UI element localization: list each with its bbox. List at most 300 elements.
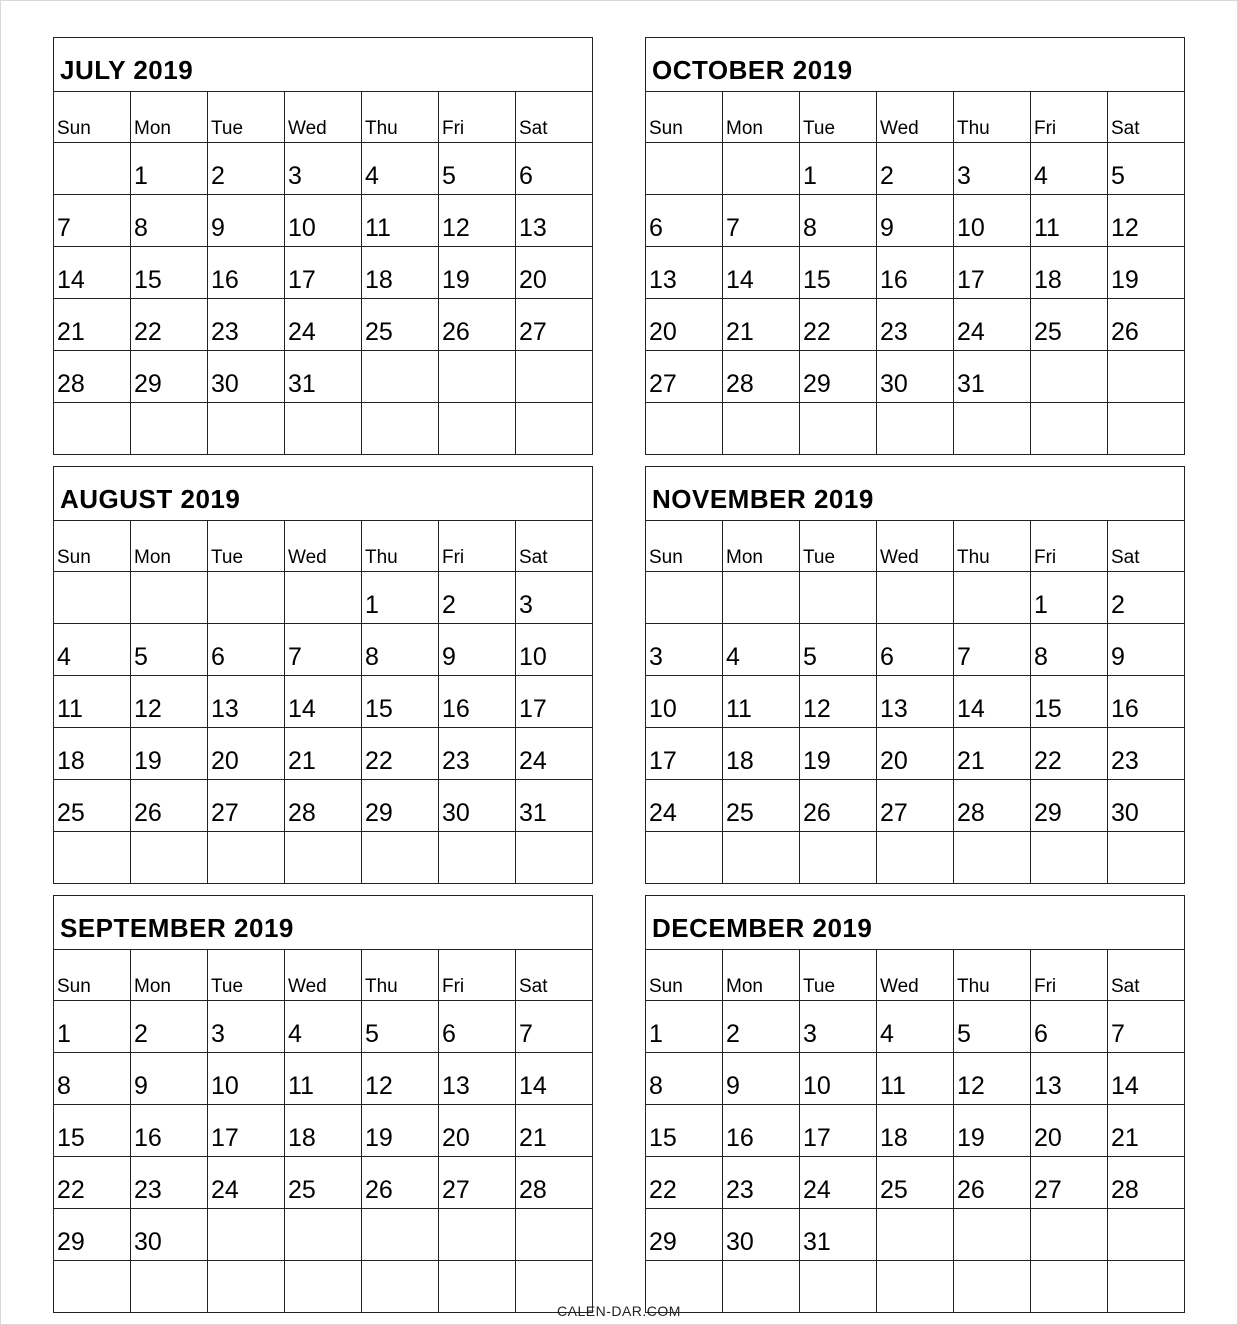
day-cell: 9 (439, 624, 516, 676)
day-cell: 2 (131, 1001, 208, 1053)
day-cell: 18 (285, 1105, 362, 1157)
day-cell (54, 143, 131, 195)
day-cell: 21 (1108, 1105, 1185, 1157)
day-cell (285, 572, 362, 624)
day-cell (1108, 403, 1185, 455)
week-row (646, 780, 1185, 832)
day-cell: 25 (1031, 299, 1108, 351)
day-cell: 21 (54, 299, 131, 351)
day-cell: 22 (54, 1157, 131, 1209)
weekday-header: Thu (362, 92, 439, 143)
day-cell (54, 403, 131, 455)
day-cell: 21 (954, 728, 1031, 780)
day-cell (285, 832, 362, 884)
day-cell: 11 (362, 195, 439, 247)
day-cell: 15 (131, 247, 208, 299)
day-cell: 14 (723, 247, 800, 299)
day-cell: 16 (131, 1105, 208, 1157)
day-cell: 5 (131, 624, 208, 676)
day-cell: 22 (362, 728, 439, 780)
weekday-header: Fri (439, 950, 516, 1001)
day-cell: 9 (1108, 624, 1185, 676)
week-row (646, 1105, 1185, 1157)
day-cell: 13 (439, 1053, 516, 1105)
week-row (54, 1001, 593, 1053)
day-cell: 20 (646, 299, 723, 351)
day-cell: 7 (1108, 1001, 1185, 1053)
day-cell: 30 (439, 780, 516, 832)
day-cell: 15 (54, 1105, 131, 1157)
month-calendar (53, 466, 593, 859)
day-cell: 18 (1031, 247, 1108, 299)
day-cell: 8 (800, 195, 877, 247)
day-cell: 24 (954, 299, 1031, 351)
day-cell (800, 572, 877, 624)
day-cell: 2 (208, 143, 285, 195)
day-cell: 24 (516, 728, 593, 780)
month-calendar (645, 466, 1185, 859)
day-cell: 23 (723, 1157, 800, 1209)
day-cell: 1 (131, 143, 208, 195)
weekday-header: Fri (439, 92, 516, 143)
day-cell: 20 (1031, 1105, 1108, 1157)
day-cell: 3 (800, 1001, 877, 1053)
week-row (54, 195, 593, 247)
week-row (54, 624, 593, 676)
day-cell: 17 (646, 728, 723, 780)
weekday-header: Fri (1031, 521, 1108, 572)
day-cell: 29 (1031, 780, 1108, 832)
day-cell (439, 403, 516, 455)
week-row (646, 572, 1185, 624)
week-row (646, 195, 1185, 247)
day-cell: 16 (877, 247, 954, 299)
day-cell: 10 (800, 1053, 877, 1105)
day-cell (954, 832, 1031, 884)
day-cell: 1 (54, 1001, 131, 1053)
day-cell (131, 832, 208, 884)
day-cell: 4 (362, 143, 439, 195)
day-cell: 21 (723, 299, 800, 351)
day-cell (723, 403, 800, 455)
day-cell: 6 (1031, 1001, 1108, 1053)
week-row (646, 1053, 1185, 1105)
day-cell: 29 (131, 351, 208, 403)
day-cell (208, 403, 285, 455)
week-row (646, 143, 1185, 195)
day-cell: 3 (954, 143, 1031, 195)
day-cell: 30 (1108, 780, 1185, 832)
day-cell: 1 (646, 1001, 723, 1053)
day-cell: 22 (646, 1157, 723, 1209)
day-cell: 19 (800, 728, 877, 780)
day-cell: 5 (439, 143, 516, 195)
day-cell: 8 (54, 1053, 131, 1105)
day-cell (954, 403, 1031, 455)
day-cell: 30 (877, 351, 954, 403)
day-cell: 23 (877, 299, 954, 351)
day-cell: 27 (1031, 1157, 1108, 1209)
weekday-header: Sun (54, 950, 131, 1001)
month-title: JULY 2019 (54, 38, 593, 92)
day-cell: 5 (800, 624, 877, 676)
day-cell: 30 (723, 1209, 800, 1261)
day-cell: 14 (954, 676, 1031, 728)
day-cell (954, 1209, 1031, 1261)
day-cell: 22 (1031, 728, 1108, 780)
month-table (53, 895, 593, 1313)
week-row (646, 676, 1185, 728)
day-cell (439, 351, 516, 403)
day-cell: 9 (208, 195, 285, 247)
day-cell: 10 (516, 624, 593, 676)
day-cell: 8 (131, 195, 208, 247)
weekday-header: Sat (516, 92, 593, 143)
day-cell: 2 (723, 1001, 800, 1053)
week-row (54, 1209, 593, 1261)
weekday-header: Wed (285, 521, 362, 572)
day-cell (285, 1209, 362, 1261)
week-row (646, 351, 1185, 403)
day-cell: 20 (877, 728, 954, 780)
week-row (646, 299, 1185, 351)
day-cell (362, 1209, 439, 1261)
day-cell (954, 572, 1031, 624)
day-cell: 2 (439, 572, 516, 624)
day-cell (208, 832, 285, 884)
day-cell: 6 (877, 624, 954, 676)
week-row (646, 624, 1185, 676)
day-cell (208, 1209, 285, 1261)
day-cell: 12 (954, 1053, 1031, 1105)
day-cell (439, 1209, 516, 1261)
day-cell: 27 (516, 299, 593, 351)
day-cell (1108, 1209, 1185, 1261)
day-cell: 22 (800, 299, 877, 351)
day-cell: 6 (439, 1001, 516, 1053)
day-cell: 31 (800, 1209, 877, 1261)
weekday-header: Sun (646, 92, 723, 143)
month-calendar (645, 895, 1185, 1288)
day-cell: 12 (1108, 195, 1185, 247)
month-table (645, 895, 1185, 1313)
day-cell: 25 (54, 780, 131, 832)
day-cell: 18 (877, 1105, 954, 1157)
day-cell: 18 (54, 728, 131, 780)
day-cell: 13 (208, 676, 285, 728)
day-cell (516, 403, 593, 455)
day-cell: 15 (362, 676, 439, 728)
weekday-header: Mon (131, 521, 208, 572)
day-cell: 4 (877, 1001, 954, 1053)
weekday-header: Sun (54, 521, 131, 572)
day-cell: 15 (1031, 676, 1108, 728)
week-row (646, 403, 1185, 455)
week-row (646, 1001, 1185, 1053)
day-cell: 10 (646, 676, 723, 728)
day-cell: 2 (877, 143, 954, 195)
day-cell: 20 (516, 247, 593, 299)
day-cell: 9 (877, 195, 954, 247)
day-cell: 13 (646, 247, 723, 299)
day-cell: 16 (1108, 676, 1185, 728)
day-cell: 29 (800, 351, 877, 403)
day-cell (877, 572, 954, 624)
day-cell (723, 572, 800, 624)
month-calendar (53, 895, 593, 1288)
weekday-header: Sat (516, 950, 593, 1001)
day-cell: 21 (285, 728, 362, 780)
day-cell: 11 (54, 676, 131, 728)
day-cell: 26 (800, 780, 877, 832)
day-cell: 7 (285, 624, 362, 676)
day-cell (439, 832, 516, 884)
day-cell: 24 (800, 1157, 877, 1209)
day-cell: 13 (516, 195, 593, 247)
week-row (54, 351, 593, 403)
weekday-header: Sun (646, 521, 723, 572)
day-cell: 3 (516, 572, 593, 624)
day-cell: 29 (54, 1209, 131, 1261)
week-row (54, 832, 593, 884)
day-cell: 3 (208, 1001, 285, 1053)
day-cell: 17 (516, 676, 593, 728)
weekday-header: Tue (800, 950, 877, 1001)
day-cell (723, 832, 800, 884)
day-cell: 19 (439, 247, 516, 299)
weekday-header: Sun (54, 92, 131, 143)
day-cell: 4 (723, 624, 800, 676)
day-cell: 14 (516, 1053, 593, 1105)
weekday-header: Sat (1108, 521, 1185, 572)
day-cell: 27 (877, 780, 954, 832)
week-row (54, 403, 593, 455)
weekday-header: Thu (362, 950, 439, 1001)
day-cell: 20 (208, 728, 285, 780)
day-cell (362, 403, 439, 455)
day-cell: 14 (1108, 1053, 1185, 1105)
day-cell (362, 832, 439, 884)
day-cell: 28 (285, 780, 362, 832)
day-cell: 4 (285, 1001, 362, 1053)
day-cell: 30 (131, 1209, 208, 1261)
day-cell (1031, 403, 1108, 455)
day-cell: 5 (362, 1001, 439, 1053)
day-cell: 30 (208, 351, 285, 403)
day-cell: 13 (877, 676, 954, 728)
day-cell (1108, 351, 1185, 403)
day-cell: 28 (954, 780, 1031, 832)
day-cell: 28 (723, 351, 800, 403)
day-cell (646, 572, 723, 624)
day-cell: 18 (723, 728, 800, 780)
day-cell (877, 403, 954, 455)
day-cell (516, 1209, 593, 1261)
day-cell (800, 403, 877, 455)
day-cell: 23 (1108, 728, 1185, 780)
week-row (54, 676, 593, 728)
week-row (54, 728, 593, 780)
day-cell: 22 (131, 299, 208, 351)
day-cell: 28 (516, 1157, 593, 1209)
day-cell: 26 (954, 1157, 1031, 1209)
day-cell (362, 351, 439, 403)
day-cell (723, 143, 800, 195)
day-cell: 10 (285, 195, 362, 247)
weekday-header: Wed (285, 950, 362, 1001)
day-cell (1031, 351, 1108, 403)
day-cell (646, 143, 723, 195)
day-cell (646, 403, 723, 455)
week-row (646, 832, 1185, 884)
day-cell: 19 (362, 1105, 439, 1157)
weekday-header: Fri (439, 521, 516, 572)
day-cell: 6 (208, 624, 285, 676)
month-title: AUGUST 2019 (54, 467, 593, 521)
day-cell: 6 (646, 195, 723, 247)
week-row (54, 780, 593, 832)
week-row (646, 1157, 1185, 1209)
day-cell: 31 (516, 780, 593, 832)
weekday-header: Thu (954, 521, 1031, 572)
weekday-header: Thu (954, 92, 1031, 143)
day-cell: 16 (208, 247, 285, 299)
weekday-header: Tue (208, 521, 285, 572)
day-cell: 24 (208, 1157, 285, 1209)
day-cell: 3 (646, 624, 723, 676)
day-cell: 10 (208, 1053, 285, 1105)
day-cell: 28 (1108, 1157, 1185, 1209)
day-cell: 14 (54, 247, 131, 299)
day-cell: 16 (439, 676, 516, 728)
day-cell: 13 (1031, 1053, 1108, 1105)
weekday-header: Sat (1108, 950, 1185, 1001)
week-row (646, 1209, 1185, 1261)
week-row (646, 247, 1185, 299)
day-cell: 11 (877, 1053, 954, 1105)
day-cell: 20 (439, 1105, 516, 1157)
day-cell: 15 (800, 247, 877, 299)
week-row (54, 143, 593, 195)
week-row (646, 728, 1185, 780)
day-cell: 11 (723, 676, 800, 728)
weekday-header: Wed (877, 950, 954, 1001)
day-cell: 12 (362, 1053, 439, 1105)
day-cell: 26 (1108, 299, 1185, 351)
day-cell: 24 (285, 299, 362, 351)
week-row (54, 1105, 593, 1157)
day-cell: 21 (516, 1105, 593, 1157)
day-cell: 11 (285, 1053, 362, 1105)
month-title: NOVEMBER 2019 (646, 467, 1185, 521)
day-cell (516, 351, 593, 403)
day-cell (646, 832, 723, 884)
day-cell: 25 (362, 299, 439, 351)
weekday-header: Fri (1031, 950, 1108, 1001)
day-cell (131, 572, 208, 624)
month-table (645, 466, 1185, 884)
month-calendar (645, 37, 1185, 430)
weekday-header: Wed (877, 92, 954, 143)
day-cell: 31 (954, 351, 1031, 403)
day-cell (54, 832, 131, 884)
day-cell: 14 (285, 676, 362, 728)
weekday-header: Mon (131, 950, 208, 1001)
day-cell: 19 (131, 728, 208, 780)
weekday-header: Thu (362, 521, 439, 572)
weekday-header: Tue (800, 521, 877, 572)
day-cell (1108, 832, 1185, 884)
day-cell: 25 (877, 1157, 954, 1209)
weekday-header: Sun (646, 950, 723, 1001)
day-cell: 8 (362, 624, 439, 676)
month-title: DECEMBER 2019 (646, 896, 1185, 950)
day-cell: 1 (800, 143, 877, 195)
day-cell: 1 (1031, 572, 1108, 624)
day-cell: 5 (1108, 143, 1185, 195)
day-cell: 6 (516, 143, 593, 195)
day-cell (877, 1209, 954, 1261)
weekday-header: Mon (723, 950, 800, 1001)
day-cell: 7 (516, 1001, 593, 1053)
day-cell: 17 (285, 247, 362, 299)
weekday-header: Sat (516, 521, 593, 572)
day-cell: 5 (954, 1001, 1031, 1053)
day-cell: 3 (285, 143, 362, 195)
day-cell (1031, 1209, 1108, 1261)
day-cell: 29 (646, 1209, 723, 1261)
day-cell: 25 (285, 1157, 362, 1209)
day-cell: 15 (646, 1105, 723, 1157)
day-cell: 27 (439, 1157, 516, 1209)
day-cell: 31 (285, 351, 362, 403)
day-cell: 7 (723, 195, 800, 247)
day-cell: 26 (131, 780, 208, 832)
day-cell: 9 (131, 1053, 208, 1105)
day-cell: 9 (723, 1053, 800, 1105)
day-cell: 18 (362, 247, 439, 299)
day-cell: 10 (954, 195, 1031, 247)
day-cell: 27 (646, 351, 723, 403)
weekday-header: Wed (285, 92, 362, 143)
day-cell (516, 832, 593, 884)
weekday-header: Mon (723, 521, 800, 572)
weekday-header: Fri (1031, 92, 1108, 143)
weekday-header: Tue (208, 92, 285, 143)
day-cell (800, 832, 877, 884)
week-row (54, 299, 593, 351)
day-cell: 26 (362, 1157, 439, 1209)
day-cell (208, 572, 285, 624)
day-cell: 19 (1108, 247, 1185, 299)
day-cell: 17 (800, 1105, 877, 1157)
day-cell: 17 (208, 1105, 285, 1157)
day-cell: 17 (954, 247, 1031, 299)
day-cell: 24 (646, 780, 723, 832)
day-cell: 2 (1108, 572, 1185, 624)
site-watermark: CALEN-DAR.COM (557, 1303, 681, 1319)
day-cell: 25 (723, 780, 800, 832)
day-cell: 8 (646, 1053, 723, 1105)
day-cell: 11 (1031, 195, 1108, 247)
day-cell: 28 (54, 351, 131, 403)
weekday-header: Tue (208, 950, 285, 1001)
day-cell: 7 (54, 195, 131, 247)
week-row (54, 1053, 593, 1105)
weekday-header: Thu (954, 950, 1031, 1001)
weekday-header: Wed (877, 521, 954, 572)
month-title: SEPTEMBER 2019 (54, 896, 593, 950)
